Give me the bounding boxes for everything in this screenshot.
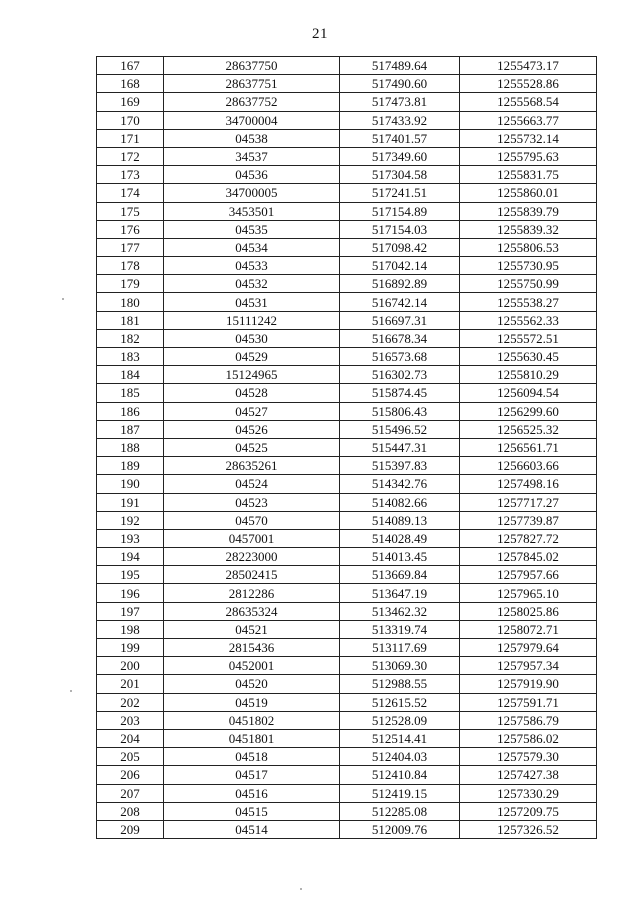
x-coordinate-cell: 517433.92 — [340, 111, 460, 129]
row-index-cell: 183 — [97, 348, 164, 366]
table-row — [97, 475, 597, 493]
scan-speck — [300, 888, 302, 890]
coordinates-table-body — [97, 57, 597, 839]
y-coordinate-cell: 1257717.27 — [460, 493, 597, 511]
point-id-cell: 28637750 — [164, 57, 340, 75]
row-index-cell: 179 — [97, 275, 164, 293]
point-id-cell: 04521 — [164, 620, 340, 638]
row-index-cell: 191 — [97, 493, 164, 511]
point-id-cell: 04525 — [164, 438, 340, 456]
point-id-cell: 28502415 — [164, 566, 340, 584]
row-index-cell: 205 — [97, 748, 164, 766]
y-coordinate-cell: 1256094.54 — [460, 384, 597, 402]
row-index-cell: 199 — [97, 639, 164, 657]
table-row — [97, 693, 597, 711]
table-row — [97, 620, 597, 638]
y-coordinate-cell: 1256525.32 — [460, 420, 597, 438]
row-index-cell: 172 — [97, 147, 164, 165]
row-index-cell: 176 — [97, 220, 164, 238]
x-coordinate-cell: 512404.03 — [340, 748, 460, 766]
row-index-cell: 169 — [97, 93, 164, 111]
point-id-cell: 04530 — [164, 329, 340, 347]
point-id-cell: 34537 — [164, 147, 340, 165]
row-index-cell: 180 — [97, 293, 164, 311]
x-coordinate-cell: 515806.43 — [340, 402, 460, 420]
table-row — [97, 548, 597, 566]
point-id-cell: 04516 — [164, 784, 340, 802]
point-id-cell: 28635261 — [164, 457, 340, 475]
y-coordinate-cell: 1255831.75 — [460, 166, 597, 184]
table-row — [97, 529, 597, 547]
table-row — [97, 238, 597, 256]
y-coordinate-cell: 1255473.17 — [460, 57, 597, 75]
point-id-cell: 04517 — [164, 766, 340, 784]
y-coordinate-cell: 1257326.52 — [460, 820, 597, 838]
x-coordinate-cell: 517473.81 — [340, 93, 460, 111]
row-index-cell: 189 — [97, 457, 164, 475]
table-row — [97, 384, 597, 402]
point-id-cell: 2815436 — [164, 639, 340, 657]
x-coordinate-cell: 516678.34 — [340, 329, 460, 347]
point-id-cell: 04534 — [164, 238, 340, 256]
x-coordinate-cell: 514342.76 — [340, 475, 460, 493]
point-id-cell: 3453501 — [164, 202, 340, 220]
x-coordinate-cell: 516302.73 — [340, 366, 460, 384]
coordinates-table — [96, 56, 597, 839]
x-coordinate-cell: 513319.74 — [340, 620, 460, 638]
table-row — [97, 420, 597, 438]
table-row — [97, 457, 597, 475]
x-coordinate-cell: 517489.64 — [340, 57, 460, 75]
y-coordinate-cell: 1256561.71 — [460, 438, 597, 456]
table-row — [97, 802, 597, 820]
x-coordinate-cell: 513669.84 — [340, 566, 460, 584]
x-coordinate-cell: 514028.49 — [340, 529, 460, 547]
y-coordinate-cell: 1257979.64 — [460, 639, 597, 657]
x-coordinate-cell: 512988.55 — [340, 675, 460, 693]
table-row — [97, 711, 597, 729]
point-id-cell: 04570 — [164, 511, 340, 529]
y-coordinate-cell: 1256603.66 — [460, 457, 597, 475]
row-index-cell: 207 — [97, 784, 164, 802]
x-coordinate-cell: 517490.60 — [340, 75, 460, 93]
x-coordinate-cell: 515397.83 — [340, 457, 460, 475]
y-coordinate-cell: 1255750.99 — [460, 275, 597, 293]
y-coordinate-cell: 1255795.63 — [460, 147, 597, 165]
point-id-cell: 04536 — [164, 166, 340, 184]
x-coordinate-cell: 515447.31 — [340, 438, 460, 456]
row-index-cell: 188 — [97, 438, 164, 456]
x-coordinate-cell: 513117.69 — [340, 639, 460, 657]
x-coordinate-cell: 517098.42 — [340, 238, 460, 256]
row-index-cell: 209 — [97, 820, 164, 838]
row-index-cell: 186 — [97, 402, 164, 420]
x-coordinate-cell: 514013.45 — [340, 548, 460, 566]
point-id-cell: 0452001 — [164, 657, 340, 675]
row-index-cell: 201 — [97, 675, 164, 693]
point-id-cell: 04533 — [164, 257, 340, 275]
table-row — [97, 257, 597, 275]
x-coordinate-cell: 517154.89 — [340, 202, 460, 220]
y-coordinate-cell: 1257586.79 — [460, 711, 597, 729]
row-index-cell: 192 — [97, 511, 164, 529]
y-coordinate-cell: 1257739.87 — [460, 511, 597, 529]
row-index-cell: 182 — [97, 329, 164, 347]
point-id-cell: 04531 — [164, 293, 340, 311]
table-row — [97, 111, 597, 129]
table-row — [97, 75, 597, 93]
row-index-cell: 175 — [97, 202, 164, 220]
x-coordinate-cell: 513462.32 — [340, 602, 460, 620]
row-index-cell: 173 — [97, 166, 164, 184]
table-row — [97, 275, 597, 293]
point-id-cell: 04514 — [164, 820, 340, 838]
y-coordinate-cell: 1255860.01 — [460, 184, 597, 202]
scan-speck — [62, 298, 64, 300]
point-id-cell: 28635324 — [164, 602, 340, 620]
x-coordinate-cell: 513069.30 — [340, 657, 460, 675]
y-coordinate-cell: 1255810.29 — [460, 366, 597, 384]
point-id-cell: 34700005 — [164, 184, 340, 202]
table-row — [97, 438, 597, 456]
point-id-cell: 04538 — [164, 129, 340, 147]
x-coordinate-cell: 515496.52 — [340, 420, 460, 438]
y-coordinate-cell: 1258072.71 — [460, 620, 597, 638]
point-id-cell: 34700004 — [164, 111, 340, 129]
table-row — [97, 657, 597, 675]
y-coordinate-cell: 1256299.60 — [460, 402, 597, 420]
y-coordinate-cell: 1255839.32 — [460, 220, 597, 238]
point-id-cell: 04529 — [164, 348, 340, 366]
row-index-cell: 204 — [97, 729, 164, 747]
row-index-cell: 208 — [97, 802, 164, 820]
table-row — [97, 639, 597, 657]
y-coordinate-cell: 1257586.02 — [460, 729, 597, 747]
x-coordinate-cell: 514089.13 — [340, 511, 460, 529]
row-index-cell: 195 — [97, 566, 164, 584]
table-row — [97, 402, 597, 420]
table-row — [97, 166, 597, 184]
y-coordinate-cell: 1255562.33 — [460, 311, 597, 329]
y-coordinate-cell: 1257579.30 — [460, 748, 597, 766]
point-id-cell: 04524 — [164, 475, 340, 493]
point-id-cell: 28637752 — [164, 93, 340, 111]
y-coordinate-cell: 1255630.45 — [460, 348, 597, 366]
point-id-cell: 15111242 — [164, 311, 340, 329]
point-id-cell: 28223000 — [164, 548, 340, 566]
x-coordinate-cell: 517154.03 — [340, 220, 460, 238]
row-index-cell: 197 — [97, 602, 164, 620]
table-row — [97, 566, 597, 584]
x-coordinate-cell: 512285.08 — [340, 802, 460, 820]
y-coordinate-cell: 1257845.02 — [460, 548, 597, 566]
y-coordinate-cell: 1255528.86 — [460, 75, 597, 93]
y-coordinate-cell: 1257919.90 — [460, 675, 597, 693]
point-id-cell: 04532 — [164, 275, 340, 293]
x-coordinate-cell: 514082.66 — [340, 493, 460, 511]
table-row — [97, 748, 597, 766]
scan-speck — [70, 690, 72, 692]
x-coordinate-cell: 512009.76 — [340, 820, 460, 838]
point-id-cell: 04520 — [164, 675, 340, 693]
y-coordinate-cell: 1257591.71 — [460, 693, 597, 711]
table-row — [97, 729, 597, 747]
row-index-cell: 206 — [97, 766, 164, 784]
x-coordinate-cell: 517401.57 — [340, 129, 460, 147]
y-coordinate-cell: 1255806.53 — [460, 238, 597, 256]
row-index-cell: 198 — [97, 620, 164, 638]
row-index-cell: 170 — [97, 111, 164, 129]
y-coordinate-cell: 1257498.16 — [460, 475, 597, 493]
row-index-cell: 171 — [97, 129, 164, 147]
x-coordinate-cell: 516697.31 — [340, 311, 460, 329]
row-index-cell: 181 — [97, 311, 164, 329]
y-coordinate-cell: 1255538.27 — [460, 293, 597, 311]
point-id-cell: 04528 — [164, 384, 340, 402]
row-index-cell: 194 — [97, 548, 164, 566]
x-coordinate-cell: 517304.58 — [340, 166, 460, 184]
point-id-cell: 04523 — [164, 493, 340, 511]
y-coordinate-cell: 1257957.34 — [460, 657, 597, 675]
x-coordinate-cell: 512410.84 — [340, 766, 460, 784]
point-id-cell: 2812286 — [164, 584, 340, 602]
table-row — [97, 493, 597, 511]
x-coordinate-cell: 513647.19 — [340, 584, 460, 602]
y-coordinate-cell: 1257827.72 — [460, 529, 597, 547]
row-index-cell: 190 — [97, 475, 164, 493]
x-coordinate-cell: 512528.09 — [340, 711, 460, 729]
point-id-cell: 04518 — [164, 748, 340, 766]
x-coordinate-cell: 515874.45 — [340, 384, 460, 402]
x-coordinate-cell: 517241.51 — [340, 184, 460, 202]
y-coordinate-cell: 1258025.86 — [460, 602, 597, 620]
point-id-cell: 04535 — [164, 220, 340, 238]
table-row — [97, 584, 597, 602]
y-coordinate-cell: 1255572.51 — [460, 329, 597, 347]
row-index-cell: 184 — [97, 366, 164, 384]
table-row — [97, 820, 597, 838]
point-id-cell: 04527 — [164, 402, 340, 420]
table-row — [97, 202, 597, 220]
y-coordinate-cell: 1257209.75 — [460, 802, 597, 820]
point-id-cell: 0451801 — [164, 729, 340, 747]
row-index-cell: 202 — [97, 693, 164, 711]
x-coordinate-cell: 516742.14 — [340, 293, 460, 311]
point-id-cell: 15124965 — [164, 366, 340, 384]
y-coordinate-cell: 1255732.14 — [460, 129, 597, 147]
table-row — [97, 129, 597, 147]
row-index-cell: 185 — [97, 384, 164, 402]
table-row — [97, 57, 597, 75]
y-coordinate-cell: 1257965.10 — [460, 584, 597, 602]
row-index-cell: 168 — [97, 75, 164, 93]
row-index-cell: 196 — [97, 584, 164, 602]
table-row — [97, 784, 597, 802]
point-id-cell: 28637751 — [164, 75, 340, 93]
row-index-cell: 167 — [97, 57, 164, 75]
table-row — [97, 147, 597, 165]
table-row — [97, 602, 597, 620]
row-index-cell: 193 — [97, 529, 164, 547]
table-row — [97, 311, 597, 329]
x-coordinate-cell: 516892.89 — [340, 275, 460, 293]
x-coordinate-cell: 516573.68 — [340, 348, 460, 366]
y-coordinate-cell: 1255568.54 — [460, 93, 597, 111]
point-id-cell: 04515 — [164, 802, 340, 820]
table-row — [97, 766, 597, 784]
point-id-cell: 0451802 — [164, 711, 340, 729]
table-row — [97, 366, 597, 384]
table-row — [97, 675, 597, 693]
y-coordinate-cell: 1255730.95 — [460, 257, 597, 275]
x-coordinate-cell: 512514.41 — [340, 729, 460, 747]
row-index-cell: 178 — [97, 257, 164, 275]
table-row — [97, 348, 597, 366]
point-id-cell: 04526 — [164, 420, 340, 438]
x-coordinate-cell: 512615.52 — [340, 693, 460, 711]
row-index-cell: 177 — [97, 238, 164, 256]
table-row — [97, 329, 597, 347]
y-coordinate-cell: 1257330.29 — [460, 784, 597, 802]
y-coordinate-cell: 1257957.66 — [460, 566, 597, 584]
table-row — [97, 93, 597, 111]
row-index-cell: 203 — [97, 711, 164, 729]
table-row — [97, 184, 597, 202]
table-row — [97, 293, 597, 311]
x-coordinate-cell: 512419.15 — [340, 784, 460, 802]
point-id-cell: 04519 — [164, 693, 340, 711]
point-id-cell: 0457001 — [164, 529, 340, 547]
x-coordinate-cell: 517042.14 — [340, 257, 460, 275]
row-index-cell: 174 — [97, 184, 164, 202]
table-row — [97, 220, 597, 238]
y-coordinate-cell: 1255839.79 — [460, 202, 597, 220]
table-row — [97, 511, 597, 529]
row-index-cell: 200 — [97, 657, 164, 675]
y-coordinate-cell: 1257427.38 — [460, 766, 597, 784]
y-coordinate-cell: 1255663.77 — [460, 111, 597, 129]
row-index-cell: 187 — [97, 420, 164, 438]
page-number: 21 — [312, 26, 328, 42]
x-coordinate-cell: 517349.60 — [340, 147, 460, 165]
